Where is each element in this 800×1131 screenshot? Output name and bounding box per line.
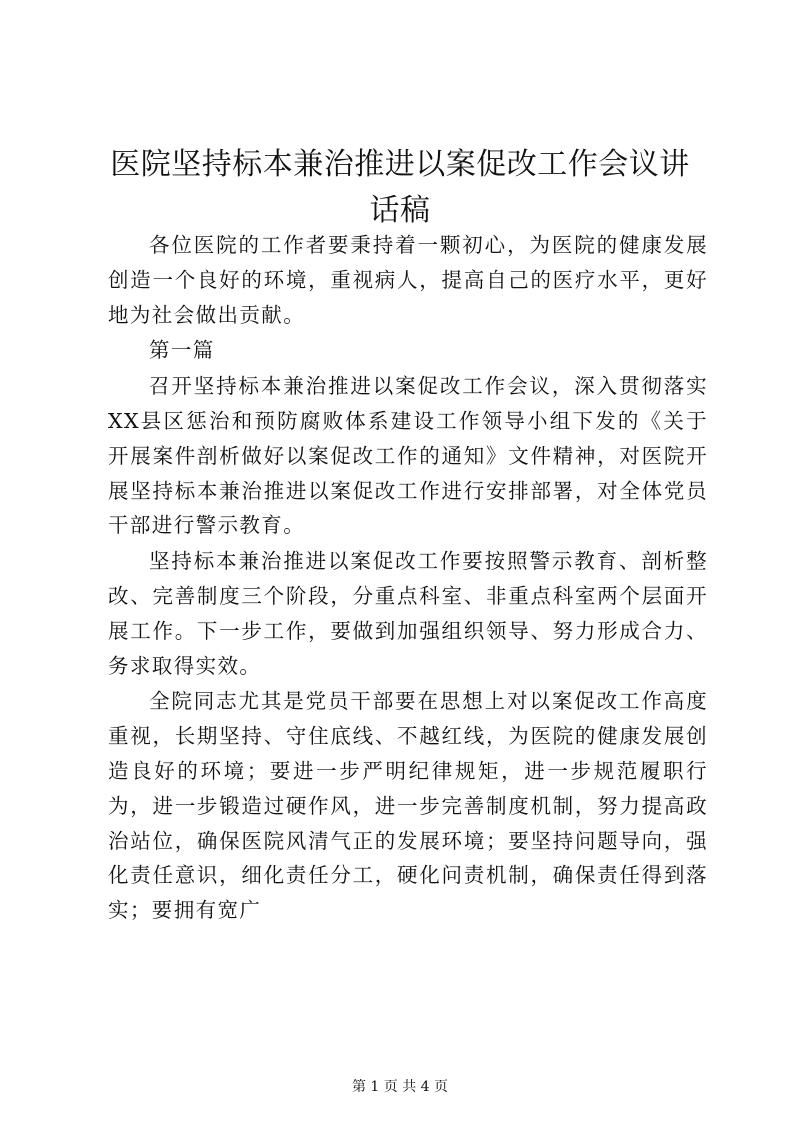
section-heading: 第一篇 — [149, 338, 215, 363]
paragraph-intro: 各位医院的工作者要秉持着一颗初心，为医院的健康发展创造一个良好的环境，重视病人，提高自己的医疗水平，更好地为社会做出贡献。 — [108, 233, 708, 327]
paragraph: 召开坚持标本兼治推进以案促改工作会议，深入贯彻落实XX县区惩治和预防腐败体系建设工作领导小组下发的《关于开展案件剖析做好以案促改工作的通知》文件精神，对医院开展坚持标本兼治推进以案促改工作进行安排部署，对全体党员干部进行警示教育。 — [108, 374, 708, 538]
paragraph: 全院同志尤其是党员干部要在思想上对以案促改工作高度重视，长期坚持、守住底线、不越红线，为医院的健康发展创造良好的环境；要进一步严明纪律规矩，进一步规范履职行为，进一步锻造过硬作风，进一步完善制度机制，努力提高政治站位，确保医院风清气正的发展环境；要坚持问题导向，强化责任意识，细化责任分工，硬化问责机制，确保责任得到落实；要拥有宽广 — [108, 689, 708, 923]
document-body — [108, 228, 708, 929]
document-title: 医院坚持标本兼治推进以案促改工作会议讲话稿 — [110, 147, 690, 228]
paragraph: 坚持标本兼治推进以案促改工作要按照警示教育、剖析整改、完善制度三个阶段，分重点科室、非重点科室两个层面开展工作。下一步工作，要做到加强组织领导、努力形成合力、务求取得实效。 — [108, 549, 708, 678]
page-footer: 第 1 页 共 4 页 — [351, 1079, 449, 1095]
